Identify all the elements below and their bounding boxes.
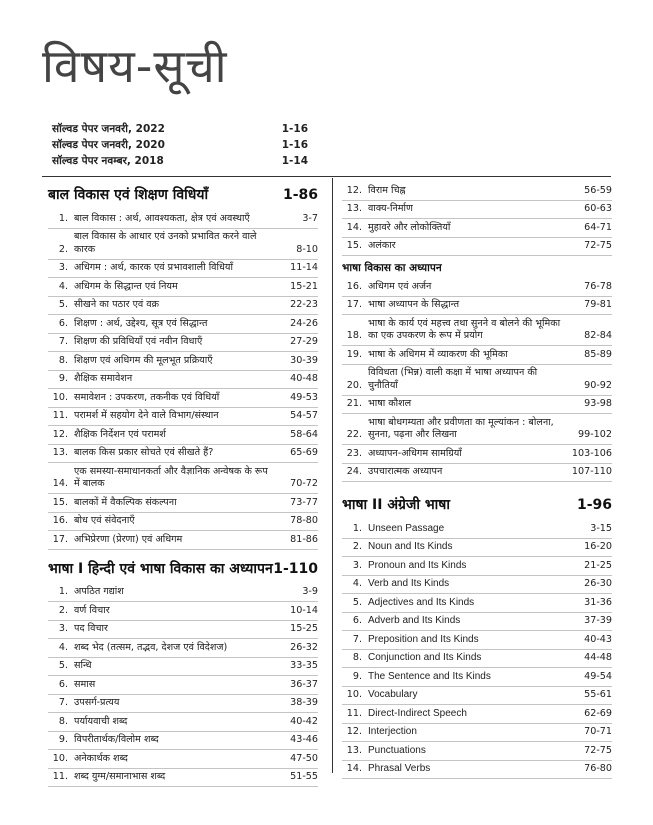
- entry-number: 6.: [58, 678, 68, 690]
- entry-pages: 3-15: [590, 522, 612, 534]
- entry-pages: 15-21: [290, 280, 318, 292]
- entry-number: 8.: [58, 715, 68, 727]
- entry-title: भाषा के अधिगम में व्याकरण की भूमिका: [368, 348, 508, 360]
- entry-number: 7.: [58, 697, 68, 708]
- page-title: विषय-सूची: [42, 39, 228, 93]
- entry-title: शिक्षण की प्रविधियाँ एवं नवीन विधाएँ: [74, 336, 203, 347]
- entry-title: शिक्षण : अर्थ, उद्देश्य, सूत्र एवं सिद्धान्त: [74, 317, 208, 329]
- entry-title: The Sentence and Its Kinds: [368, 670, 491, 682]
- entry-pages: 15-25: [290, 623, 318, 634]
- entry-pages: 22-23: [290, 299, 318, 310]
- entry-title: समावेशन : उपकरण, तकनीक एवं विधियाँ: [74, 391, 220, 403]
- entry-number: 10.: [52, 752, 68, 764]
- toc-entry[interactable]: [342, 687, 612, 706]
- entry-title: पद विचार: [74, 623, 108, 634]
- toc-entry[interactable]: [48, 352, 318, 371]
- toc-entry[interactable]: [342, 557, 612, 576]
- entry-pages: 81-86: [290, 533, 318, 545]
- toc-entry[interactable]: [48, 602, 318, 621]
- toc-entry[interactable]: [342, 182, 612, 201]
- entry-title: बोध एवं संवेदनाएँ: [74, 515, 135, 526]
- toc-entry[interactable]: [342, 464, 612, 483]
- toc-entry[interactable]: [48, 584, 318, 603]
- entry-number: 23.: [346, 447, 362, 459]
- entry-title: भाषा के कार्य एवं महत्त्व तथा सुनने व बोलने की भूमिका का एक उपकरण के रूप में प्रयोग: [368, 317, 561, 341]
- section-title: भाषा I हिन्दी एवं भाषा विकास का अध्यापन: [48, 560, 273, 577]
- toc-entry[interactable]: [48, 621, 318, 640]
- toc-entry[interactable]: [342, 346, 612, 365]
- toc-entry[interactable]: [48, 750, 318, 769]
- entry-number: 3.: [58, 623, 68, 634]
- entry-title: Pronoun and Its Kinds: [368, 559, 467, 571]
- entry-pages: 55-61: [584, 689, 612, 700]
- toc-entry[interactable]: [48, 676, 318, 695]
- toc-entry[interactable]: [342, 576, 612, 595]
- entry-number: 4.: [352, 578, 362, 589]
- column-divider: [332, 178, 333, 773]
- entry-title: Adjectives and Its Kinds: [368, 596, 475, 608]
- section-title: भाषा II अंग्रेजी भाषा: [342, 497, 451, 513]
- toc-entry[interactable]: [48, 695, 318, 714]
- entry-title: भाषा अध्यापन के सिद्धान्त: [368, 299, 460, 310]
- entry-title: भाषा बोधगम्यता और प्रवीणता का मूल्यांकन : बोलना, सुनना, पढ़ना और लिखना: [368, 416, 554, 440]
- entry-pages: 49-53: [290, 391, 318, 403]
- entry-pages: 107-110: [571, 466, 612, 477]
- entry-pages: 33-35: [290, 660, 318, 671]
- entry-number: 11.: [52, 771, 68, 782]
- entry-pages: 49-54: [584, 670, 612, 682]
- entry-pages: 3-9: [302, 586, 318, 597]
- entry-title: अध्यापन-अधिगम सामग्रियाँ: [368, 447, 462, 459]
- entry-pages: 85-89: [584, 348, 612, 360]
- entry-title: सन्धि: [74, 660, 92, 671]
- entry-title: शब्द भेद (तत्सम, तद्भव, देशज एवं विदेशज): [74, 641, 228, 653]
- entry-number: 12.: [346, 184, 362, 196]
- toc-entry[interactable]: [342, 315, 612, 346]
- entry-title: Vocabulary: [368, 689, 418, 700]
- entry-pages: 103-106: [571, 447, 612, 459]
- entry-number: 12.: [346, 726, 362, 737]
- toc-entry[interactable]: [48, 732, 318, 751]
- entry-pages: 10-14: [290, 604, 318, 616]
- entry-title: Direct-Indirect Speech: [368, 707, 467, 719]
- toc-entry[interactable]: [48, 334, 318, 353]
- entry-number: 7.: [58, 336, 68, 347]
- section-pages: 1-86: [282, 187, 318, 203]
- toc-entry[interactable]: [342, 668, 612, 687]
- entry-pages: 65-69: [290, 447, 318, 458]
- toc-entry[interactable]: [342, 650, 612, 669]
- toc-entry[interactable]: [48, 713, 318, 732]
- entry-pages: 54-57: [290, 410, 318, 421]
- entry-title: अधिगम एवं अर्जन: [368, 280, 432, 292]
- entry-pages: 76-80: [584, 763, 612, 774]
- entry-title: Adverb and Its Kinds: [368, 615, 461, 626]
- entry-pages: 51-55: [290, 771, 318, 782]
- entry-number: 13.: [346, 203, 362, 214]
- entry-number: 2.: [58, 243, 68, 255]
- toc-entry[interactable]: [48, 426, 318, 445]
- entry-pages: 26-32: [290, 641, 318, 653]
- entry-number: 15.: [346, 240, 362, 251]
- entry-number: 13.: [52, 447, 68, 458]
- toc-entry[interactable]: [48, 315, 318, 334]
- entry-number: 2.: [58, 604, 68, 616]
- entry-title: उपसर्ग-प्रत्यय: [74, 697, 120, 708]
- entry-number: 20.: [346, 379, 362, 391]
- toc-entry[interactable]: [48, 531, 318, 550]
- entry-title: अनेकार्थक शब्द: [74, 752, 128, 764]
- entry-pages: 40-43: [584, 633, 612, 645]
- toc-entry[interactable]: [342, 724, 612, 743]
- section-heading: [48, 558, 318, 580]
- entry-title: समास: [74, 678, 96, 690]
- entry-pages: 78-80: [290, 515, 318, 526]
- entry-pages: 56-59: [584, 184, 612, 196]
- toc-entry[interactable]: [342, 414, 612, 445]
- section-heading: [342, 494, 612, 516]
- toc-entry[interactable]: [48, 769, 318, 788]
- horizontal-divider: [42, 176, 611, 177]
- entry-number: 24.: [346, 466, 362, 477]
- entry-number: 9.: [352, 670, 362, 682]
- entry-title: अलंकार: [368, 240, 396, 251]
- entry-number: 14.: [346, 763, 362, 774]
- entry-title: Verb and Its Kinds: [368, 578, 450, 589]
- toc-entry[interactable]: [48, 463, 318, 494]
- left-column: [48, 182, 318, 787]
- toc-entry[interactable]: [48, 371, 318, 390]
- entry-number: 9.: [58, 734, 68, 745]
- subsection-title: भाषा विकास का अध्यापन: [342, 262, 442, 274]
- toc-entry[interactable]: [48, 513, 318, 532]
- toc-entry[interactable]: [342, 761, 612, 780]
- entry-pages: 90-92: [584, 379, 612, 391]
- entry-title: भाषा कौशल: [368, 398, 412, 409]
- entry-number: 6.: [352, 615, 362, 626]
- entry-pages: 30-39: [290, 354, 318, 366]
- entry-pages: 64-71: [584, 221, 612, 233]
- entry-pages: 72-75: [584, 744, 612, 756]
- entry-number: 18.: [346, 330, 362, 341]
- entry-title: अधिगम के सिद्धान्त एवं नियम: [74, 280, 178, 292]
- toc-entry[interactable]: [48, 445, 318, 464]
- entry-number: 5.: [58, 660, 68, 671]
- entry-title: विविधता (भिन्न) वाली कक्षा में भाषा अध्यापन की चुनौतियाँ: [368, 367, 538, 391]
- entry-title: Phrasal Verbs: [368, 763, 431, 774]
- toc-entry[interactable]: [342, 297, 612, 316]
- entry-pages: 70-71: [584, 726, 612, 737]
- entry-title: Unseen Passage: [368, 522, 445, 534]
- entry-title: Punctuations: [368, 744, 426, 756]
- section-heading: [48, 184, 318, 206]
- toc-entry[interactable]: [342, 201, 612, 220]
- entry-number: 14.: [346, 221, 362, 233]
- toc-entry[interactable]: [342, 365, 612, 396]
- entry-title: Interjection: [368, 726, 417, 737]
- entry-pages: 31-36: [584, 596, 612, 608]
- entry-title: Conjunction and Its Kinds: [368, 652, 482, 663]
- entry-title: बाल विकास : अर्थ, आवश्यकता, क्षेत्र एवं अवस्थाएँ: [74, 212, 250, 224]
- toc-entry[interactable]: [342, 631, 612, 650]
- entry-pages: 40-42: [290, 715, 318, 727]
- entry-pages: 37-39: [584, 615, 612, 626]
- entry-pages: 62-69: [584, 707, 612, 719]
- toc-entry[interactable]: [342, 396, 612, 415]
- entry-pages: 3-7: [302, 212, 318, 224]
- entry-title: विराम चिह्न: [368, 184, 406, 196]
- solved-paper-pages: 1-14: [281, 155, 308, 167]
- entry-title: विपरीतार्थक/विलोम शब्द: [74, 734, 159, 745]
- entry-pages: 72-75: [584, 240, 612, 251]
- entry-pages: 70-72: [290, 478, 318, 489]
- entry-title: शैक्षिक निर्देशन एवं परामर्श: [74, 428, 166, 440]
- entry-pages: 47-50: [290, 752, 318, 764]
- entry-pages: 40-48: [290, 373, 318, 384]
- toc-entry[interactable]: [342, 445, 612, 464]
- entry-title: एक समस्या-समाधानकर्ता और वैज्ञानिक अन्वेषक के रूप में बालक: [74, 465, 268, 489]
- toc-entry[interactable]: [342, 278, 612, 297]
- entry-number: 10.: [52, 391, 68, 403]
- solved-paper-label: सॉल्वड पेपर जनवरी, 2020: [52, 139, 165, 151]
- solved-papers-list: [52, 121, 308, 169]
- entry-title: सीखने का पठार एवं वक्र: [74, 299, 159, 310]
- entry-pages: 24-26: [290, 317, 318, 329]
- entry-number: 3.: [352, 559, 362, 571]
- entry-title: शिक्षण एवं अधिगम की मूलभूत प्रक्रियाएँ: [74, 354, 213, 366]
- toc-entry[interactable]: [342, 520, 612, 539]
- entry-title: अभिप्रेरणा (प्रेरणा) एवं अधिगम: [74, 533, 183, 545]
- toc-entry[interactable]: [48, 389, 318, 408]
- right-column: [342, 182, 612, 779]
- entry-title: बाल विकास के आधार एवं उनको प्रभावित करने वाले कारक: [74, 231, 257, 255]
- entry-number: 13.: [346, 744, 362, 756]
- section-title: बाल विकास एवं शिक्षण विधियाँ: [48, 187, 209, 203]
- entry-title: शब्द युग्म/समानाभास शब्द: [74, 771, 166, 782]
- entry-number: 8.: [58, 354, 68, 366]
- entry-title: परामर्श में सहयोग देने वाले विभाग/संस्थान: [74, 410, 219, 421]
- entry-pages: 73-77: [290, 496, 318, 508]
- entry-number: 1.: [352, 522, 362, 534]
- entry-pages: 36-37: [290, 678, 318, 690]
- section-pages: 1-96: [576, 497, 612, 513]
- solved-paper-label: सॉल्वड पेपर नवम्बर, 2018: [52, 155, 164, 167]
- solved-paper-row[interactable]: [52, 121, 308, 137]
- solved-paper-pages: 1-16: [281, 139, 308, 151]
- entry-number: 21.: [346, 398, 362, 409]
- entry-number: 22.: [346, 429, 362, 440]
- entry-number: 4.: [58, 641, 68, 653]
- entry-number: 17.: [52, 533, 68, 545]
- solved-paper-row[interactable]: [52, 153, 308, 169]
- entry-title: शैक्षिक समावेशन: [74, 373, 133, 384]
- entry-pages: 11-14: [290, 262, 318, 273]
- entry-number: 14.: [52, 478, 68, 489]
- entry-title: अधिगम : अर्थ, कारक एवं प्रभावशाली विधियाँ: [74, 262, 233, 273]
- entry-number: 5.: [58, 299, 68, 310]
- entry-number: 9.: [58, 373, 68, 384]
- entry-number: 3.: [58, 262, 68, 273]
- entry-pages: 27-29: [290, 336, 318, 347]
- toc-entry[interactable]: [48, 278, 318, 297]
- toc-entry[interactable]: [342, 238, 612, 257]
- solved-paper-label: सॉल्वड पेपर जनवरी, 2022: [52, 123, 165, 135]
- entry-pages: 58-64: [290, 428, 318, 440]
- entry-title: अपठित गद्यांश: [74, 586, 124, 597]
- entry-number: 11.: [346, 707, 362, 719]
- entry-pages: 21-25: [584, 559, 612, 571]
- entry-pages: 76-78: [584, 280, 612, 292]
- entry-number: 10.: [346, 689, 362, 700]
- toc-entry[interactable]: [48, 297, 318, 316]
- entry-title: वर्ण विचार: [74, 604, 110, 616]
- entry-pages: 93-98: [584, 398, 612, 409]
- section-pages: 1-110: [273, 560, 318, 577]
- solved-paper-row[interactable]: [52, 137, 308, 153]
- toc-entry[interactable]: [48, 408, 318, 427]
- entry-pages: 79-81: [584, 299, 612, 310]
- entry-title: वाक्य-निर्माण: [368, 203, 413, 214]
- entry-title: उपचारात्मक अध्यापन: [368, 466, 443, 477]
- entry-number: 11.: [52, 410, 68, 421]
- entry-pages: 44-48: [584, 652, 612, 663]
- toc-entry[interactable]: [48, 229, 318, 260]
- entry-pages: 8-10: [296, 243, 318, 255]
- toc-entry[interactable]: [48, 494, 318, 513]
- entry-title: बालकों में वैकल्पिक संकल्पना: [74, 496, 177, 508]
- entry-number: 15.: [52, 496, 68, 508]
- toc-entry[interactable]: [342, 742, 612, 761]
- toc-entry[interactable]: [48, 639, 318, 658]
- toc-entry[interactable]: [48, 260, 318, 279]
- entry-pages: 60-63: [584, 203, 612, 214]
- entry-number: 16.: [52, 515, 68, 526]
- entry-number: 7.: [352, 633, 362, 645]
- entry-pages: 43-46: [290, 734, 318, 745]
- entry-pages: 16-20: [584, 541, 612, 552]
- entry-number: 17.: [346, 299, 362, 310]
- entry-pages: 99-102: [578, 429, 612, 440]
- entry-number: 4.: [58, 280, 68, 292]
- entry-pages: 26-30: [584, 578, 612, 589]
- entry-number: 1.: [58, 212, 68, 224]
- entry-number: 12.: [52, 428, 68, 440]
- entry-number: 19.: [346, 348, 362, 360]
- entry-title: Noun and Its Kinds: [368, 541, 453, 552]
- entry-title: Preposition and Its Kinds: [368, 633, 479, 645]
- entry-number: 6.: [58, 317, 68, 329]
- toc-entry[interactable]: [48, 210, 318, 229]
- toc-entry[interactable]: [342, 594, 612, 613]
- entry-number: 5.: [352, 596, 362, 608]
- entry-title: बालक किस प्रकार सोचते एवं सीखते हैं?: [74, 447, 214, 458]
- entry-number: 1.: [58, 586, 68, 597]
- entry-title: पर्यायवाची शब्द: [74, 715, 128, 727]
- entry-number: 8.: [352, 652, 362, 663]
- entry-pages: 82-84: [584, 330, 612, 341]
- entry-number: 2.: [352, 541, 362, 552]
- toc-entry[interactable]: [48, 658, 318, 677]
- solved-paper-pages: 1-16: [281, 123, 308, 135]
- toc-entry[interactable]: [342, 539, 612, 558]
- toc-entry[interactable]: [342, 219, 612, 238]
- toc-entry[interactable]: [342, 705, 612, 724]
- entry-pages: 38-39: [290, 697, 318, 708]
- entry-number: 16.: [346, 280, 362, 292]
- toc-entry[interactable]: [342, 613, 612, 632]
- entry-title: मुहावरे और लोकोक्तियाँ: [368, 221, 451, 233]
